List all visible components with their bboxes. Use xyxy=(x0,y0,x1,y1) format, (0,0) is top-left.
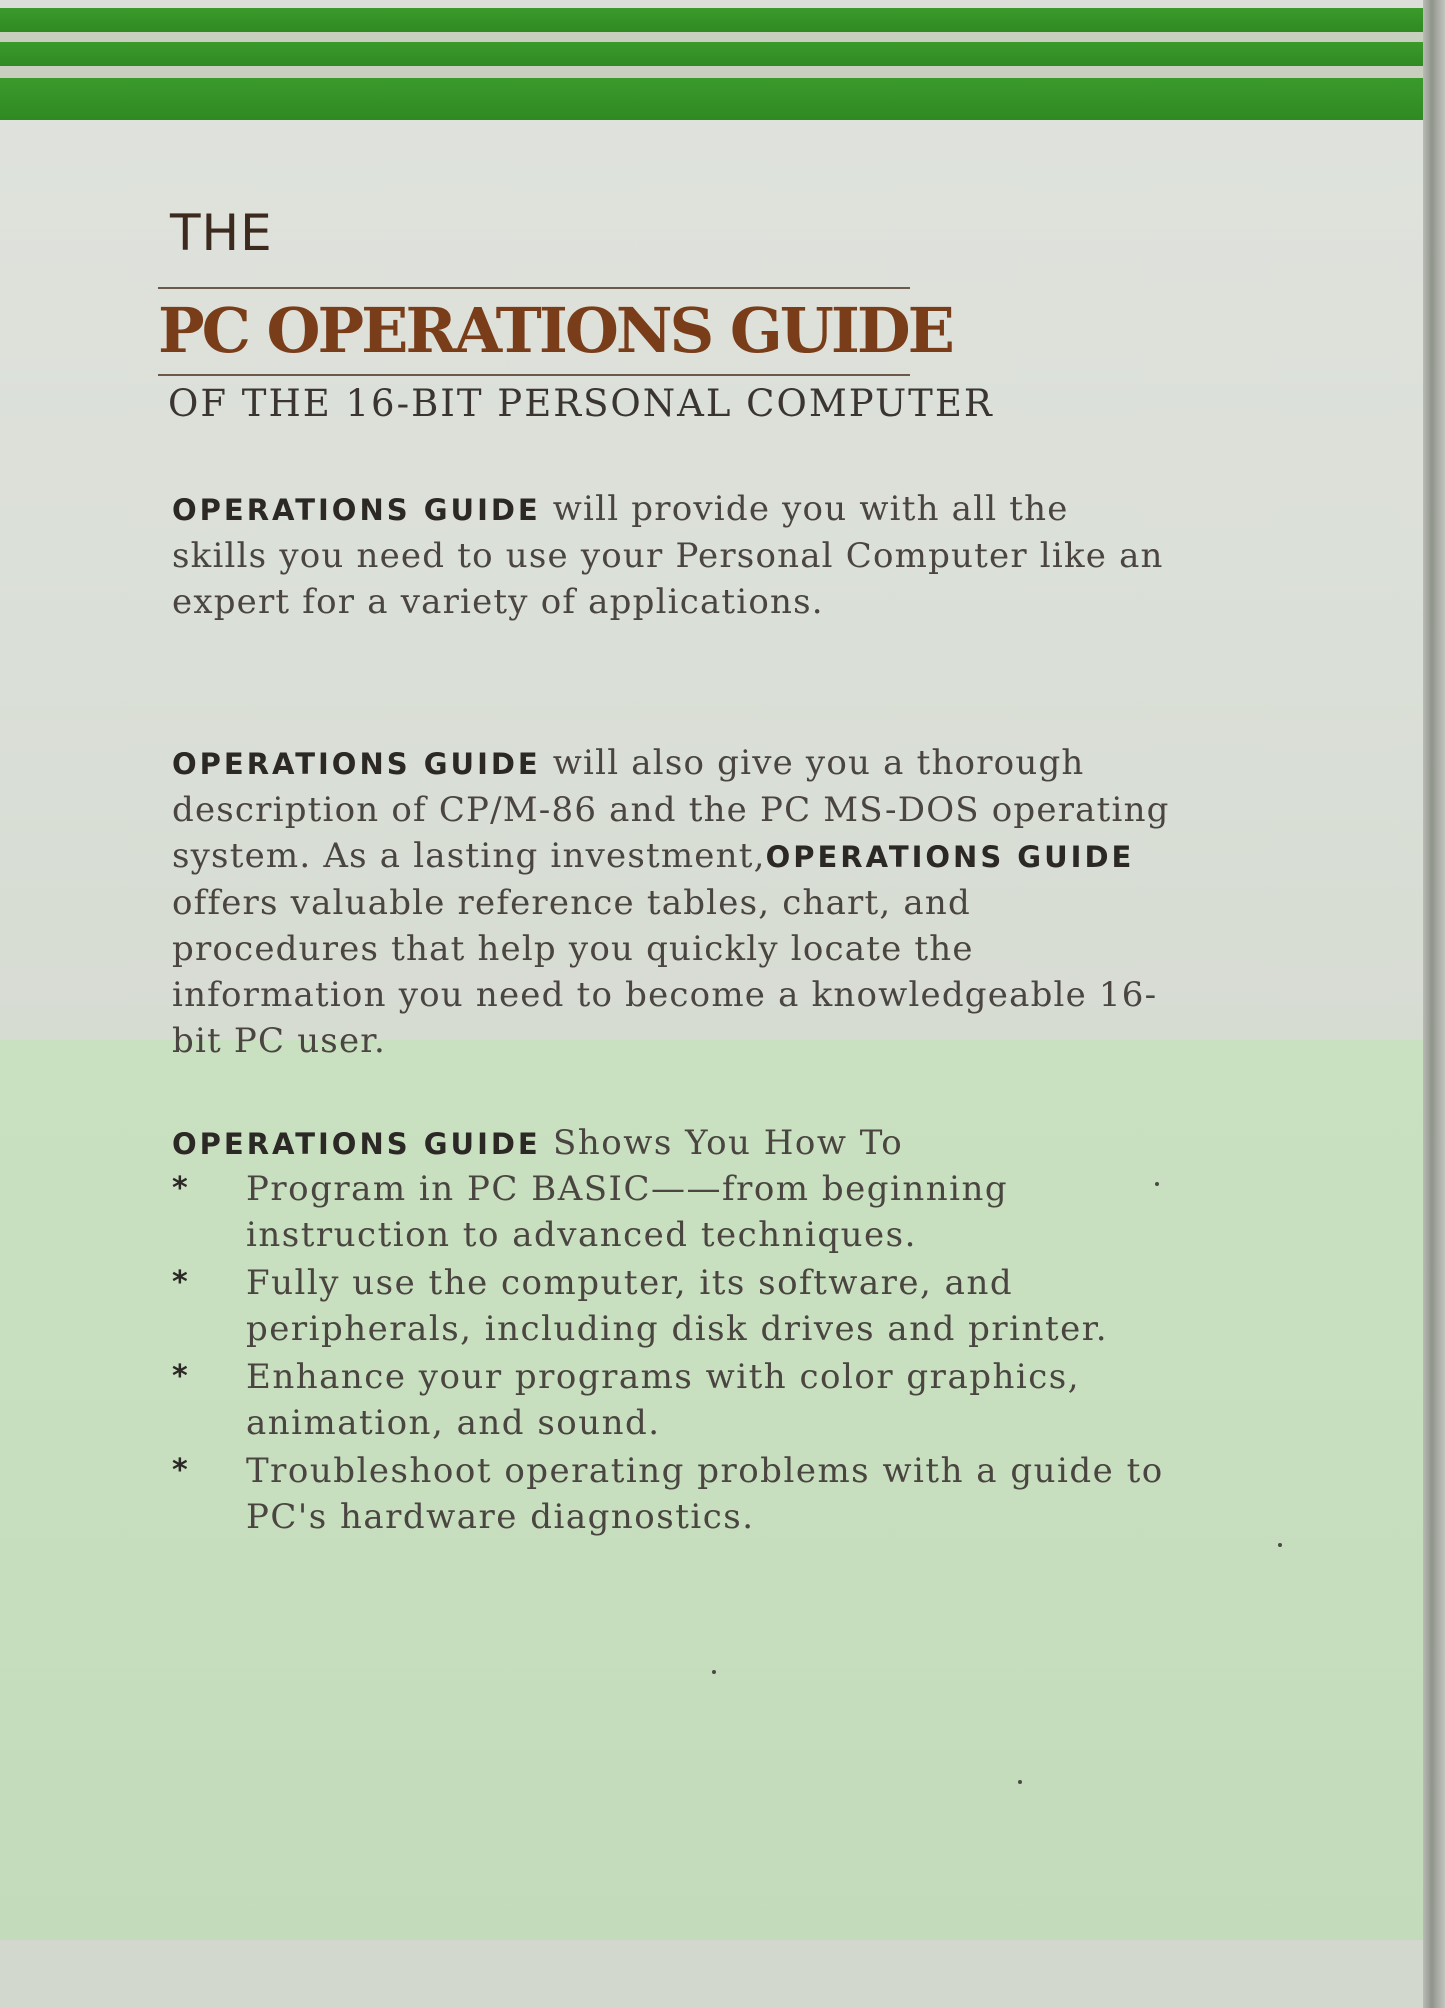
list-item-text: Fully use the computer, its software, and peripherals, including disk drives and printer. xyxy=(246,1263,1109,1349)
list-item-text: Troubleshoot operating problems with a guide to PC's hardware diagnostics. xyxy=(246,1451,1164,1537)
print-speck xyxy=(1155,1182,1159,1186)
green-stripe-bottom xyxy=(0,78,1430,120)
keyword-operations-guide: OPERATIONS GUIDE xyxy=(172,493,541,527)
bottom-band xyxy=(0,1940,1430,2008)
asterisk-icon: * xyxy=(172,1171,190,1206)
asterisk-icon: * xyxy=(172,1453,190,1488)
stripe-gap xyxy=(0,32,1430,42)
print-speck xyxy=(712,1670,716,1674)
keyword-operations-guide: OPERATIONS GUIDE xyxy=(172,1127,541,1161)
keyword-operations-guide: OPERATIONS GUIDE xyxy=(172,747,541,781)
stripe-gap xyxy=(0,66,1430,78)
book-title: PC OPERATIONS GUIDE xyxy=(158,294,952,367)
paragraph-text: offers valuable reference tables, chart, and procedures that help you quickly locate the information you need to become a knowledgeable 16-bit PC user. xyxy=(172,883,1158,1061)
shows-heading-text: Shows You How To xyxy=(540,1123,904,1163)
title-prefix: THE xyxy=(170,204,273,262)
asterisk-icon: * xyxy=(172,1265,190,1300)
list-item-text: Program in PC BASIC——from beginning instruction to advanced techniques. xyxy=(246,1169,1009,1255)
book-subtitle: OF THE 16-BIT PERSONAL COMPUTER xyxy=(168,382,994,425)
cover-edge xyxy=(1423,0,1445,2008)
list-item xyxy=(172,1166,1172,1258)
print-speck xyxy=(1278,1543,1282,1547)
print-speck xyxy=(1018,1780,1022,1784)
feature-list xyxy=(172,1166,1172,1542)
list-item xyxy=(172,1448,1172,1540)
shows-heading xyxy=(172,1120,1212,1167)
green-stripe-top xyxy=(0,8,1430,32)
list-item xyxy=(172,1260,1172,1352)
description-paragraph-1 xyxy=(172,486,1172,625)
paragraph-text: will also give you a thorough description of CP/M-86 and the PC MS-DOS operating system. As a lasting investment, xyxy=(172,743,1170,876)
green-stripe-middle xyxy=(0,42,1430,66)
keyword-operations-guide: OPERATIONS GUIDE xyxy=(765,840,1135,874)
list-item-text: Enhance your programs with color graphics, animation, and sound. xyxy=(246,1357,1081,1443)
paragraph-text: will provide you with all the skills you need to use your Personal Computer like an expert for a variety of applications. xyxy=(172,489,1164,622)
list-item xyxy=(172,1354,1172,1446)
title-rule-bottom xyxy=(158,374,910,376)
description-paragraph-2 xyxy=(172,740,1172,1064)
title-rule-top xyxy=(158,287,910,289)
asterisk-icon: * xyxy=(172,1359,190,1394)
